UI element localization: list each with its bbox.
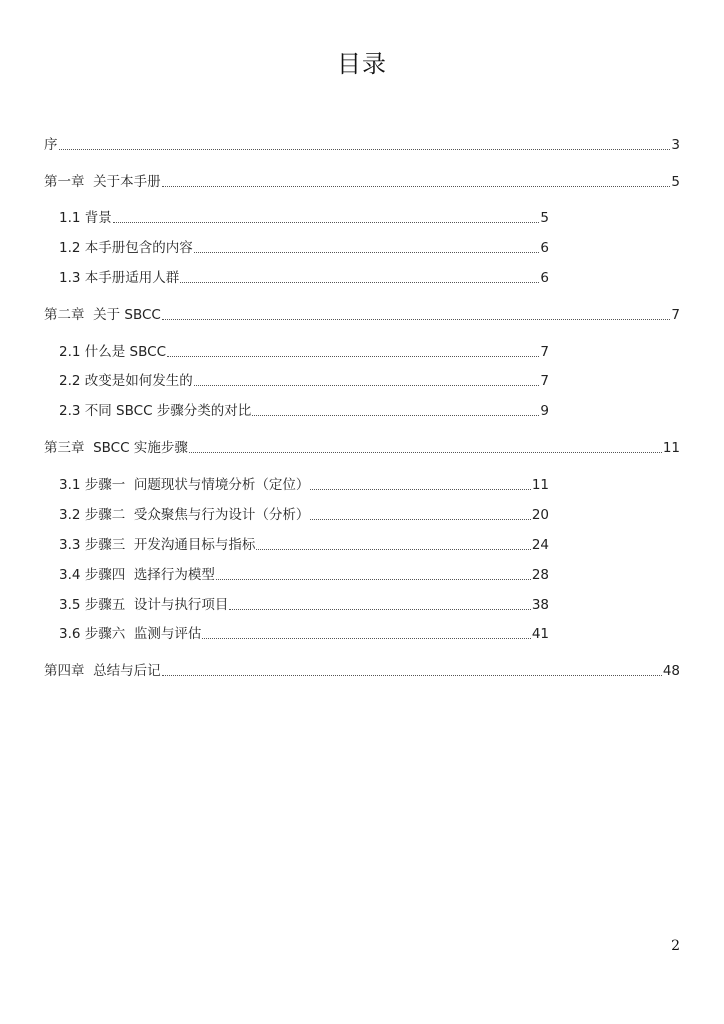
toc-entry-page: 11 (531, 477, 549, 493)
toc-entry-section-3-4[interactable] (59, 564, 549, 584)
toc-entry-section-1-1[interactable] (59, 207, 549, 227)
toc-entry-page: 41 (531, 626, 549, 642)
toc-entry-section-2-3[interactable] (59, 400, 549, 420)
dot-leader (162, 675, 662, 676)
toc-entry-page: 7 (540, 344, 549, 360)
toc-entry-page: 6 (540, 270, 549, 286)
toc-entry-preface[interactable] (44, 134, 680, 154)
dot-leader (310, 519, 530, 520)
toc-entry-label: 1.1 背景 (59, 210, 112, 226)
toc-entry-section-3-6[interactable] (59, 623, 549, 643)
dot-leader (180, 282, 539, 283)
toc-entry-label: 2.1 什么是 SBCC (59, 344, 166, 360)
toc-entry-label: 第三章 SBCC 实施步骤 (44, 440, 188, 456)
toc-entry-page: 3 (671, 137, 680, 153)
toc-entry-page: 24 (531, 537, 549, 553)
dot-leader (194, 252, 540, 253)
toc-entry-section-2-2[interactable] (59, 370, 549, 390)
toc-entry-page: 5 (540, 210, 549, 226)
toc-title: 目录 (337, 50, 387, 78)
toc-entry-label: 1.3 本手册适用人群 (59, 270, 180, 286)
toc-entry-label: 3.4 步骤四 选择行为模型 (59, 567, 215, 583)
dot-leader (252, 415, 539, 416)
toc-entry-section-3-5[interactable] (59, 594, 549, 614)
toc-entry-label: 3.3 步骤三 开发沟通目标与指标 (59, 537, 256, 553)
toc-entry-page: 38 (531, 597, 549, 613)
toc-entry-chapter-2[interactable] (44, 304, 680, 324)
toc-entry-section-3-2[interactable] (59, 504, 549, 524)
toc-entry-section-1-3[interactable] (59, 267, 549, 287)
toc-entry-page: 9 (540, 403, 549, 419)
toc-entry-page: 11 (662, 440, 680, 456)
dot-leader (202, 638, 530, 639)
dot-leader (229, 609, 530, 610)
toc-entry-label: 3.5 步骤五 设计与执行项目 (59, 597, 229, 613)
toc-entry-page: 7 (671, 307, 680, 323)
toc-entry-label: 3.2 步骤二 受众聚焦与行为设计（分析） (59, 507, 310, 523)
toc-entry-label: 3.6 步骤六 监测与评估 (59, 626, 202, 642)
toc-entry-label: 1.2 本手册包含的内容 (59, 240, 193, 256)
toc-entry-label: 第二章 关于 SBCC (44, 307, 161, 323)
toc-entry-label: 3.1 步骤一 问题现状与情境分析（定位） (59, 477, 310, 493)
dot-leader (167, 356, 539, 357)
page-number: 2 (671, 938, 680, 954)
toc-entry-section-1-2[interactable] (59, 237, 549, 257)
toc-entry-section-2-1[interactable] (59, 341, 549, 361)
dot-leader (162, 186, 671, 187)
toc-entry-page: 7 (540, 373, 549, 389)
dot-leader (59, 149, 671, 150)
dot-leader (113, 222, 540, 223)
toc-entry-section-3-1[interactable] (59, 474, 549, 494)
toc-entry-label: 2.3 不同 SBCC 步骤分类的对比 (59, 403, 252, 419)
toc-entry-page: 5 (671, 174, 680, 190)
toc-entry-label: 2.2 改变是如何发生的 (59, 373, 193, 389)
toc-entry-page: 20 (531, 507, 549, 523)
dot-leader (256, 549, 530, 550)
toc-entry-page: 28 (531, 567, 549, 583)
toc-entry-page: 48 (662, 663, 680, 679)
toc-entry-chapter-4[interactable] (44, 660, 680, 680)
toc-entry-label: 第一章 关于本手册 (44, 174, 161, 190)
toc-entry-chapter-1[interactable] (44, 171, 680, 191)
dot-leader (189, 452, 662, 453)
dot-leader (216, 579, 531, 580)
toc-entry-label: 序 (44, 137, 58, 153)
toc-entry-page: 6 (540, 240, 549, 256)
toc-entry-chapter-3[interactable] (44, 437, 680, 457)
toc-entry-section-3-3[interactable] (59, 534, 549, 554)
dot-leader (194, 385, 540, 386)
toc-entry-label: 第四章 总结与后记 (44, 663, 161, 679)
dot-leader (310, 489, 530, 490)
dot-leader (162, 319, 671, 320)
